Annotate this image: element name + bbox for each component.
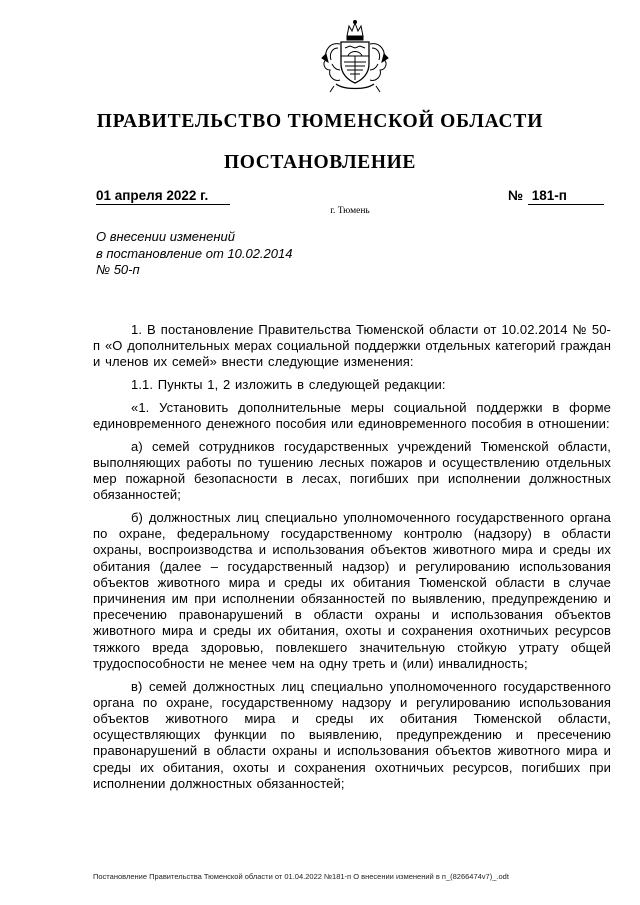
paragraph-item-a: а) семей сотрудников государственных учреждений Тюменской области, выполняющих работы по тушению лесных пожаров и осуществлению отдельных мер пожарной безопасности в лесах, погибших при исполнении должностных обязанностей; [93,438,611,503]
subject-line: № 50-п [96,262,140,277]
document-subject [96,229,396,279]
paragraph-1: 1. В постановление Правительства Тюменской области от 10.02.2014 № 50-п «О дополнительных мерах социальной поддержки отдельных категорий граждан и членов их семей» внести следующие изменения: [93,322,611,370]
tyumen-coat-of-arms-icon [310,18,400,96]
number-label: № [508,188,524,203]
document-date: 01 апреля 2022 г. [96,187,230,205]
document-body [93,322,611,798]
subject-line: в постановление от 10.02.2014 [96,245,293,261]
paragraph-1-1: 1.1. Пункты 1, 2 изложить в следующей редакции: [131,377,446,393]
subject-line: О внесении изменений [96,229,235,244]
page-footer: Постановление Правительства Тюменской области от 01.04.2022 №181-п О внесении изменений в п_(8266474v7)_.odt [93,872,509,881]
city-label: г. Тюмень [330,206,370,216]
paragraph-item-b: б) должностных лиц специально уполномоченного государственного органа по охране, федеральному государственному контролю (надзору) в области охраны, воспроизводства и использования объектов животного мира и среды их обитания (далее – государственный надзор) и регулированию использования объектов животного мира и среды их обитания Тюменской области в случае причинения им при исполнении обязанностей по выявлению, предупреждению и пресечению правонарушений в области охраны и использования объектов животного мира и среды их обитания, охоты и сохранения охотничьих ресурсов тяжкого вреда здоровью, повлекшего значительную стойкую утрату общей трудоспособности не менее чем на одну треть и (или) инвалидность; [93,510,611,671]
paragraph-item-v: в) семей должностных лиц специально уполномоченного государственного органа по охране, государственному надзору и регулированию использования объектов животного мира и среды их обитания Тюменской области, осуществляющих функции по выявлению, предупреждению и пресечению правонарушений в области охраны и использования объектов животного мира и среды их обитания, охоты и сохранения охотничьих ресурсов, погибших при исполнении должностных обязанностей; [93,678,611,791]
paragraph-quoted-1: «1. Установить дополнительные меры социальной поддержки в форме единовременного денежного пособия или единовременного пособия в отношении: [93,399,611,432]
document-number [528,187,604,205]
document-type: ПОСТАНОВЛЕНИЕ [223,152,417,173]
government-title: ПРАВИТЕЛЬСТВО ТЮМЕНСКОЙ ОБЛАСТИ [96,111,544,132]
document-number-value: 181-п [531,188,567,203]
